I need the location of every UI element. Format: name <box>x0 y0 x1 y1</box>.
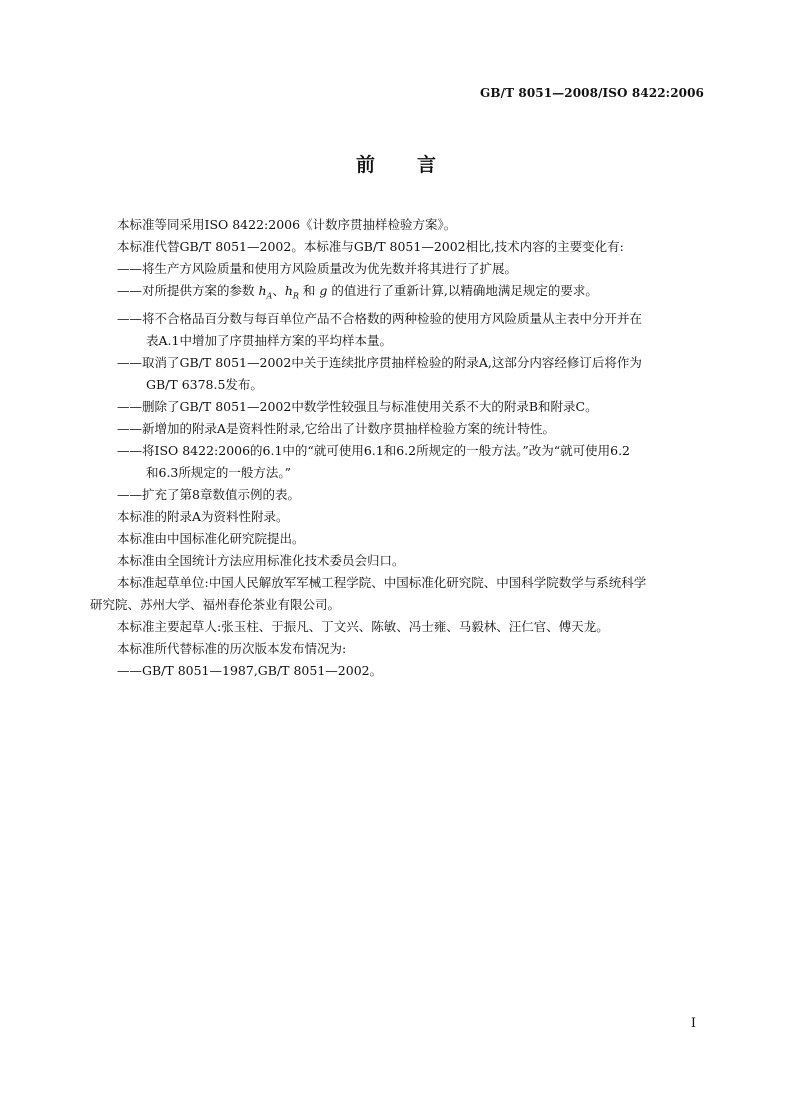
history-item: ——GB/T 8051—1987,GB/T 8051—2002。 <box>117 662 383 678</box>
param-h-r: $h_R$ <box>284 283 299 301</box>
title-char-1: 前 <box>355 154 375 176</box>
param-separator: 、 <box>272 283 285 298</box>
change-item-3-continued: 表A.1中增加了序贯抽样方案的平均样本量。 <box>146 332 392 348</box>
foreword-body <box>90 214 708 682</box>
change-item-4: ——取消了GB/T 8051—2002中关于连续批序贯抽样检验的附录A,这部分内容经修订后将作为 <box>117 354 642 370</box>
paragraph-history-intro: 本标准所代替标准的历次版本发布情况为: <box>117 640 347 656</box>
paragraph-adoption: 本标准等同采用ISO 8422:2006《计数序贯抽样检验方案》。 <box>117 217 457 232</box>
change-item-8: ——扩充了第8章数值示例的表。 <box>117 486 300 502</box>
paragraph-responsible-committee: 本标准由全国统计方法应用标准化技术委员会归口。 <box>117 552 405 568</box>
change-item-7-continued: 和6.3所规定的一般方法。” <box>146 464 292 480</box>
change-item-2-mid: 和 <box>298 283 320 298</box>
paragraph-replacement: 本标准代替GB/T 8051—2002。本标准与GB/T 8051—2002相比,技术内容的主要变化有: <box>117 239 624 254</box>
paragraph-drafting-units-continued: 研究院、苏州大学、福州春伦茶业有限公司。 <box>90 596 341 612</box>
param-h-a: $h_A$ <box>258 283 273 301</box>
change-item-2 <box>90 280 708 308</box>
change-item-4-continued: GB/T 6378.5发布。 <box>146 376 263 392</box>
change-item-5: ——删除了GB/T 8051—2002中数学性较强且与标准使用关系不大的附录B和附录C。 <box>117 398 598 414</box>
paragraph-annex-note: 本标准的附录A为资料性附录。 <box>117 508 289 524</box>
change-item-6: ——新增加的附录A是资料性附录,它给出了计数序贯抽样检验方案的统计特性。 <box>117 420 556 436</box>
page-number: I <box>690 1016 696 1031</box>
change-item-3: ——将不合格品百分数与每百单位产品不合格数的两种检验的使用方风险质量从主表中分开并在 <box>117 310 643 326</box>
change-item-1: ——将生产方风险质量和使用方风险质量改为优先数并将其进行了扩展。 <box>117 261 518 276</box>
standard-code-header: GB/T 8051—2008/ISO 8422:2006 <box>480 86 704 100</box>
change-item-2-post: 的值进行了重新计算,以精确地满足规定的要求。 <box>327 283 598 298</box>
title-char-2: 言 <box>417 154 437 176</box>
param-g: g <box>319 283 328 298</box>
change-item-7: ——将ISO 8422:2006的6.1中的“就可使用6.1和6.2所规定的一般方法。”改为“就可使用6.2 <box>117 442 630 458</box>
paragraph-drafting-units: 本标准起草单位:中国人民解放军军械工程学院、中国标准化研究院、中国科学院数学与系统科学 <box>117 574 647 590</box>
change-item-2-pre: ——对所提供方案的参数 <box>117 283 259 298</box>
paragraph-proposed-by: 本标准由中国标准化研究院提出。 <box>117 530 305 546</box>
page-title <box>0 150 792 177</box>
paragraph-drafters: 本标准主要起草人:张玉柱、于振凡、丁文兴、陈敏、冯士雍、马毅林、汪仁官、傅天龙。 <box>117 618 609 634</box>
